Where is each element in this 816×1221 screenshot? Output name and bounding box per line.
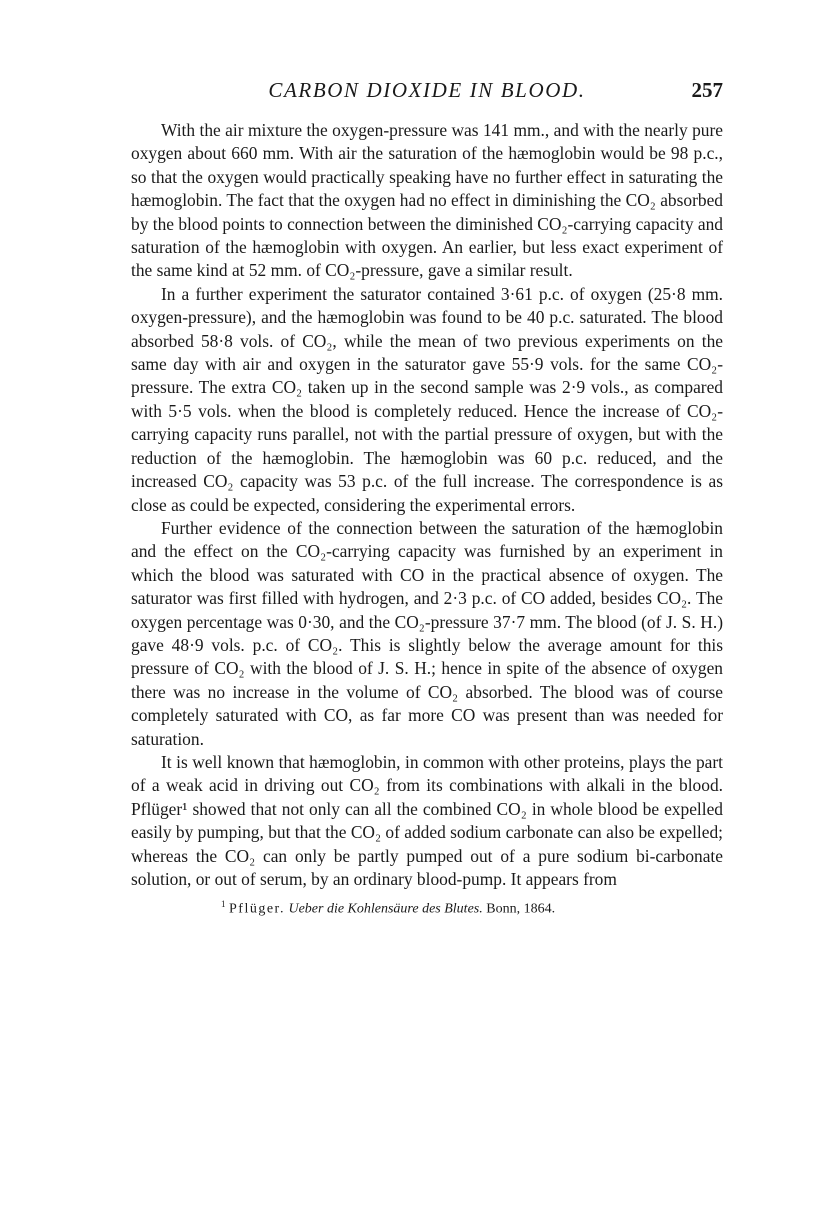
footnote-publication: Bonn, 1864. bbox=[486, 902, 556, 918]
footnote-author: Pflüger. bbox=[229, 902, 285, 918]
body-text bbox=[131, 119, 723, 891]
paragraph: In a further experiment the saturator contained 3·61 p.c. of oxygen (25·8 mm. oxygen-pressure), and the hæmoglobin was found to be 40 p.c. saturated. The blood absorbed 58·8 vols. of CO₂, while the mean of two previous experiments on the same day with air and oxygen in the saturator gave 55·9 vols. for the same CO₂-pressure. The extra CO₂ taken up in the second sample was 2·9 vols., as compared with 5·5 vols. when the blood is completely reduced. Hence the increase of CO₂-carrying capacity runs parallel, not with the partial pressure of oxygen, but with the reduction of the hæmoglobin. The hæmoglobin was 60 p.c. reduced, and the increased CO₂ capacity was 53 p.c. of the full increase. The correspondence is as close as could be expected, considering the experimental errors. bbox=[131, 283, 723, 515]
paragraph: Further evidence of the connection between the saturation of the hæmoglobin and the effect on the CO₂-carrying capacity was furnished by an experiment in which the blood was saturated with CO in the practical absence of oxygen. The saturator was first filled with hydrogen, and 2·3 p.c. of CO added, besides CO₂. The oxygen percentage was 0·30, and the CO₂-pressure 37·7 mm. The blood (of J. S. H.) gave 48·9 vols. p.c. of CO₂. This is slightly below the average amount for this pressure of CO₂ with the blood of J. S. H.; hence in spite of the absence of oxygen there was no increase in the volume of CO₂ absorbed. The blood was of course completely saturated with CO, as far more CO was present than was needed for saturation. bbox=[131, 517, 723, 749]
paragraph: It is well known that hæmoglobin, in common with other proteins, plays the part of a weak acid in driving out CO₂ from its combinations with alkali in the blood. Pflüger¹ showed that not only can all the combined CO₂ in whole blood be expelled easily by pumping, but that the CO₂ of added sodium carbonate can also be expelled; whereas the CO₂ can only be partly pumped out of a pure sodium bi-carbonate solution, or out of serum, by an ordinary blood-pump. It appears from bbox=[131, 751, 723, 889]
footnote bbox=[221, 895, 723, 919]
page bbox=[131, 78, 723, 919]
footnote-title: Ueber die Kohlensäure des Blutes. bbox=[288, 902, 483, 918]
footnote-marker: 1 bbox=[221, 899, 226, 910]
running-title: CARBON DIOXIDE IN BLOOD. bbox=[268, 78, 586, 102]
paragraph: With the air mixture the oxygen-pressure was 141 mm., and with the nearly pure oxygen about 660 mm. With air the saturation of the hæmoglobin would be 98 p.c., so that the oxygen would practically speaking have no further effect in saturating the hæmoglobin. The fact that the oxygen had no effect in diminishing the CO₂ absorbed by the blood points to connection between the diminished CO₂-carrying capacity and saturation of the hæmoglobin with oxygen. An earlier, but less exact experiment of the same kind at 52 mm. of CO₂-pressure, gave a similar result. bbox=[131, 120, 723, 281]
page-number: 257 bbox=[691, 78, 723, 102]
running-head bbox=[131, 78, 723, 110]
